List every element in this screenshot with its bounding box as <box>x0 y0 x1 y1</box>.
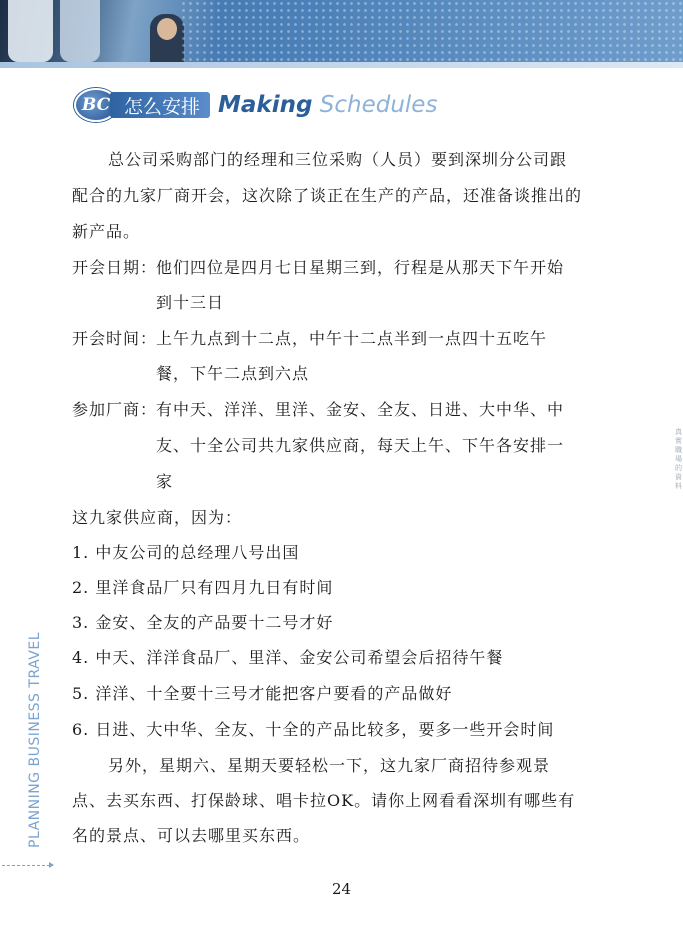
title-english-bold: Making <box>218 92 313 118</box>
right-margin-note: 真實職場的資料 <box>675 428 682 490</box>
meeting-time-line: 上午九点到十二点，中午十二点半到一点四十五吃午 <box>156 329 548 348</box>
meeting-time-label: 开会时间： <box>72 329 158 348</box>
vendors-line: 有中天、洋洋、里洋、金安、全友、日进、大中华、中 <box>156 400 565 419</box>
paragraph-line: 配合的九家厂商开会，这次除了谈正在生产的产品，还准备谈推出的 <box>72 186 583 205</box>
paragraph-line: 另外，星期六、星期天要轻松一下，这九家厂商招待参观景 <box>108 756 551 775</box>
reason-item: 6. 日进、大中华、全友、十全的产品比较多，要多一些开会时间 <box>72 720 555 739</box>
because-line: 这九家供应商，因为： <box>72 508 243 527</box>
paragraph-line: 名的景点、可以去哪里买东西。 <box>72 826 311 845</box>
reason-item: 2. 里洋食品厂只有四月九日有时间 <box>72 578 334 597</box>
reason-item: 4. 中天、洋洋食品厂、里洋、金安公司希望会后招待午餐 <box>72 648 504 667</box>
bc-logo-icon: BC <box>74 88 118 122</box>
title-english-light: Schedules <box>319 92 438 118</box>
paragraph-line: 总公司采购部门的经理和三位采购（人员）要到深圳分公司跟 <box>108 150 568 169</box>
meeting-date-label: 开会日期： <box>72 258 158 277</box>
meeting-date-line: 他们四位是四月七日星期三到，行程是从那天下午开始 <box>156 258 565 277</box>
reason-item: 1. 中友公司的总经理八号出国 <box>72 543 300 562</box>
page-number: 24 <box>331 880 352 898</box>
vendors-line: 友、十全公司共九家供应商，每天上午、下午各安排一 <box>156 436 565 455</box>
reason-item: 3. 金安、全友的产品要十二号才好 <box>72 613 334 632</box>
vendors-label: 参加厂商： <box>72 400 158 419</box>
side-arrow-icon <box>2 865 50 866</box>
reason-item: 5. 洋洋、十全要十三号才能把客户要看的产品做好 <box>72 684 453 703</box>
side-label: PLANNING BUSINESS TRAVEL <box>27 631 43 848</box>
paragraph-line: 新产品。 <box>72 222 141 241</box>
meeting-time-line: 餐，下午二点到六点 <box>156 364 310 383</box>
title-chinese: 怎么安排 <box>110 92 210 118</box>
paragraph-line: 点、去买东西、打保龄球、唱卡拉OK。请你上网看看深圳有哪些有 <box>72 791 576 810</box>
meeting-date-line: 到十三日 <box>156 293 225 312</box>
vendors-line: 家 <box>156 472 174 491</box>
